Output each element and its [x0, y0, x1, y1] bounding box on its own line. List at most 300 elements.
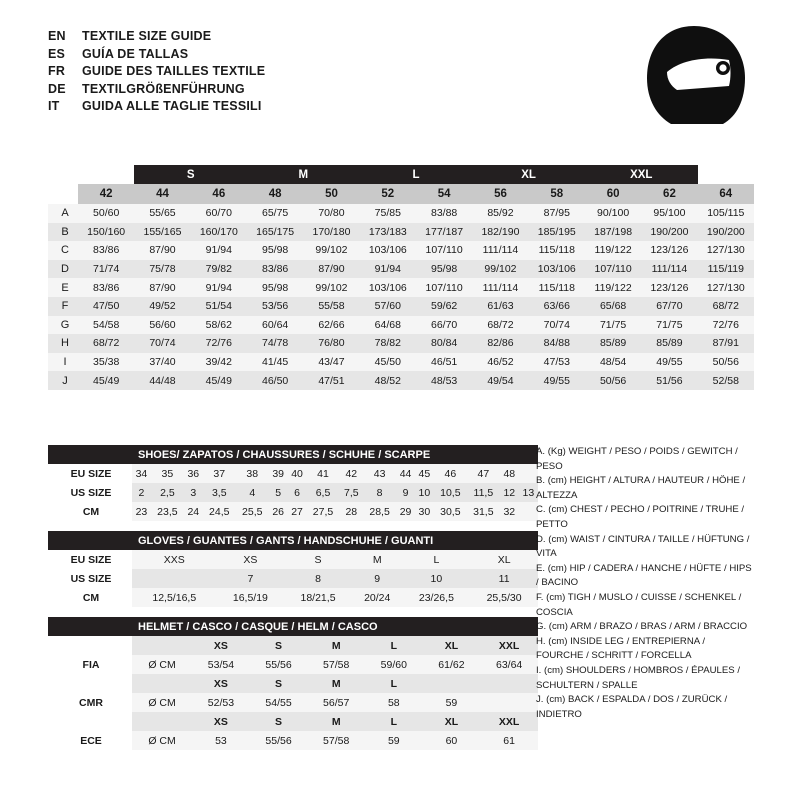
cell: 11,5	[467, 483, 500, 502]
cell: 40	[288, 464, 307, 483]
helmet-title: HELMET / CASCO / CASQUE / HELM / CASCO	[132, 617, 538, 636]
cell: 61	[480, 731, 538, 750]
cell: 8	[284, 569, 352, 588]
cell: 165/175	[247, 223, 303, 242]
cell: 80/84	[416, 334, 472, 353]
table-row	[48, 241, 754, 260]
cell: 48	[500, 464, 519, 483]
header-lang-it: IT	[48, 99, 60, 113]
gloves-title-row	[48, 531, 538, 550]
cell: 6,5	[306, 483, 339, 502]
cell: 187/198	[585, 223, 641, 242]
main-size-table	[48, 165, 754, 390]
cell: 70/74	[134, 334, 190, 353]
cell: 28,5	[363, 502, 396, 521]
table-row	[48, 278, 754, 297]
cell: 49/52	[134, 297, 190, 316]
cell: 103/106	[360, 241, 416, 260]
size-row-spacer	[48, 184, 78, 204]
cell: 48/53	[416, 371, 472, 390]
size-cell: 50	[303, 184, 359, 204]
cell: 74/78	[247, 334, 303, 353]
cell: 95/98	[247, 241, 303, 260]
cell: 45/49	[78, 371, 134, 390]
cell: 51/56	[641, 371, 697, 390]
cell: 48/52	[360, 371, 416, 390]
header-text-es: GUÍA DE TALLAS	[82, 46, 189, 61]
cell: 85/92	[472, 204, 528, 223]
cell: 91/94	[191, 241, 247, 260]
header-cell: XXL	[480, 712, 538, 731]
size-cell: 54	[416, 184, 472, 204]
cell: 59	[365, 731, 423, 750]
cell: 65/68	[585, 297, 641, 316]
cell: 53	[192, 731, 250, 750]
cell: 16,5/19	[217, 588, 285, 607]
cell: 61/62	[423, 655, 481, 674]
header-cell: M	[307, 712, 365, 731]
cell: 25,5/30	[470, 588, 538, 607]
cell: 85/89	[641, 334, 697, 353]
cell: 37/40	[134, 353, 190, 372]
header-text-it: GUIDA ALLE TAGLIE TESSILI	[82, 99, 262, 113]
cell: 75/85	[360, 204, 416, 223]
size-cell: 62	[641, 184, 697, 204]
cell: 103/106	[529, 260, 585, 279]
cell: 173/183	[360, 223, 416, 242]
cell: 70/80	[303, 204, 359, 223]
header-text-de: TEXTILGRÖßENFÜHRUNG	[82, 81, 245, 96]
cell: 91/94	[360, 260, 416, 279]
row-label: FIA	[82, 658, 100, 671]
page-title	[48, 28, 478, 116]
cell: 39	[269, 464, 288, 483]
measurement-legend	[536, 445, 754, 722]
cell: 52/53	[192, 693, 250, 712]
cell: 7,5	[340, 483, 364, 502]
cell: 27	[288, 502, 307, 521]
cell: 85/89	[585, 334, 641, 353]
table-row	[48, 464, 538, 483]
size-cell: 48	[247, 184, 303, 204]
cell: 24	[184, 502, 203, 521]
cell: 47/50	[78, 297, 134, 316]
cell: XXS	[132, 550, 217, 569]
cell: 20/24	[352, 588, 403, 607]
header-spacer	[48, 712, 132, 731]
cell: 99/102	[303, 278, 359, 297]
lower-left-tables	[48, 445, 538, 750]
cell: 3	[184, 483, 203, 502]
cell: 83/86	[78, 241, 134, 260]
helmet-header-row-2	[48, 712, 538, 731]
table-row-fia	[48, 655, 538, 674]
header-cell: L	[365, 674, 423, 693]
header-unit-spacer	[132, 674, 192, 693]
header-text-en: TEXTILE SIZE GUIDE	[82, 29, 212, 43]
cell: 55/65	[134, 204, 190, 223]
cell: 28	[340, 502, 364, 521]
cell: 56/57	[307, 693, 365, 712]
cell: 123/126	[641, 278, 697, 297]
table-row	[48, 334, 754, 353]
shoes-title-row	[48, 445, 538, 464]
cell: 58	[365, 693, 423, 712]
cell: 58/62	[191, 316, 247, 335]
cell: 24,5	[203, 502, 236, 521]
cell: 83/86	[78, 278, 134, 297]
cell: 107/110	[416, 278, 472, 297]
cell: 105/115	[698, 204, 754, 223]
cell: 8	[363, 483, 396, 502]
header-cell: XXL	[480, 636, 538, 655]
cell: 50/56	[698, 353, 754, 372]
cell: 70/74	[529, 316, 585, 335]
cell: 177/187	[416, 223, 472, 242]
legend-item: H. (cm) INSIDE LEG / ENTREPIERNA / FOURCHE / SCHRITT / FORCELLA	[536, 635, 705, 662]
size-cell: 56	[472, 184, 528, 204]
helmet-table	[48, 617, 538, 750]
cell: 35	[151, 464, 184, 483]
cell: 71/75	[641, 316, 697, 335]
shoes-title: SHOES/ ZAPATOS / CHAUSSURES / SCHUHE / SCARPE	[132, 445, 538, 464]
shoes-title-spacer	[48, 445, 132, 464]
cell: 190/200	[641, 223, 697, 242]
cell: 63/66	[529, 297, 585, 316]
cell: 111/114	[641, 260, 697, 279]
table-row	[48, 502, 538, 521]
legend-item: A. (Kg) WEIGHT / PESO / POIDS / GEWITCH / PESO	[536, 446, 738, 472]
table-row	[48, 204, 754, 223]
size-cell: 46	[191, 184, 247, 204]
cell: 115/118	[529, 241, 585, 260]
cell: 27,5	[306, 502, 339, 521]
cell: 55/58	[303, 297, 359, 316]
cell: 37	[203, 464, 236, 483]
table-size-row	[48, 184, 754, 204]
header-cell: S	[250, 712, 308, 731]
cell: 31,5	[467, 502, 500, 521]
cell: 91/94	[191, 278, 247, 297]
group-xxl: XXL	[585, 165, 698, 184]
cell: 45	[415, 464, 434, 483]
cell: 60	[423, 731, 481, 750]
cell: 60/70	[191, 204, 247, 223]
cell: 41	[306, 464, 339, 483]
shoes-table	[48, 445, 538, 521]
cell: 35/38	[78, 353, 134, 372]
cell: 50/56	[585, 371, 641, 390]
cell: 79/82	[191, 260, 247, 279]
cell: 127/130	[698, 278, 754, 297]
size-cell: 44	[134, 184, 190, 204]
cell: 99/102	[472, 260, 528, 279]
cell: 182/190	[472, 223, 528, 242]
row-label: CM	[82, 505, 100, 518]
cell: 46/51	[416, 353, 472, 372]
cell: 39/42	[191, 353, 247, 372]
cell: 60/64	[247, 316, 303, 335]
cell: 65/75	[247, 204, 303, 223]
cell: 78/82	[360, 334, 416, 353]
cell: 57/58	[307, 731, 365, 750]
cell: 34	[132, 464, 151, 483]
row-label: D	[48, 260, 78, 279]
cell: 155/165	[134, 223, 190, 242]
cell: 66/70	[416, 316, 472, 335]
legend-item: D. (cm) WAIST / CINTURA / TAILLE / HÜFTUNG / VITA	[536, 533, 750, 560]
size-cell: 52	[360, 184, 416, 204]
table-row	[48, 316, 754, 335]
group-l: L	[360, 165, 473, 184]
cell: 47	[467, 464, 500, 483]
gloves-title: GLOVES / GUANTES / GANTS / HANDSCHUHE / GUANTI	[132, 531, 538, 550]
cell: 46	[434, 464, 467, 483]
cell: 103/106	[360, 278, 416, 297]
row-label: CMR	[79, 696, 103, 709]
row-label: C	[48, 241, 78, 260]
cell: 30	[415, 502, 434, 521]
cell: 63/64	[480, 655, 538, 674]
cell: 36	[184, 464, 203, 483]
table-row	[48, 371, 754, 390]
header-line	[48, 63, 478, 81]
legend-item: G. (cm) ARM / BRAZO / BRAS / ARM / BRACCIO	[536, 621, 748, 633]
cell: 25,5	[236, 502, 269, 521]
header-cell: L	[365, 712, 423, 731]
header-lang-fr: FR	[48, 64, 66, 78]
spacer	[48, 521, 538, 531]
cell: 43	[363, 464, 396, 483]
cell: 10	[403, 569, 471, 588]
header-spacer	[48, 636, 132, 655]
cell: M	[352, 550, 403, 569]
row-label: G	[48, 316, 78, 335]
cell: 107/110	[585, 260, 641, 279]
header-spacer	[48, 674, 132, 693]
cell: 53/56	[247, 297, 303, 316]
table-row	[48, 550, 538, 569]
row-label: J	[48, 371, 78, 390]
header-line	[48, 28, 478, 46]
cell	[132, 569, 217, 588]
cell: 49/54	[472, 371, 528, 390]
cell: 44/48	[134, 371, 190, 390]
row-label: F	[48, 297, 78, 316]
row-label: EU SIZE	[70, 467, 112, 480]
cell: 42	[340, 464, 364, 483]
cell: 51/54	[191, 297, 247, 316]
cell: 43/47	[303, 353, 359, 372]
cell: 119/122	[585, 241, 641, 260]
unit-cell: Ø CM	[132, 655, 192, 674]
row-label: E	[48, 278, 78, 297]
header-cell: XS	[192, 674, 250, 693]
cell: 29	[396, 502, 415, 521]
row-label: US SIZE	[70, 572, 112, 585]
row-label: EU SIZE	[70, 553, 112, 566]
spacer	[48, 607, 538, 617]
cell: 68/72	[472, 316, 528, 335]
cell: 87/95	[529, 204, 585, 223]
cell: 84/88	[529, 334, 585, 353]
cell: 95/98	[416, 260, 472, 279]
cell: 59	[423, 693, 481, 712]
cell: 95/98	[247, 278, 303, 297]
cell: 150/160	[78, 223, 134, 242]
legend-item: B. (cm) HEIGHT / ALTURA / HAUTEUR / HÖHE / ALTEZZA	[536, 475, 746, 501]
cell: 170/180	[303, 223, 359, 242]
cell: 56/60	[134, 316, 190, 335]
table-row	[48, 297, 754, 316]
legend-item: C. (cm) CHEST / PECHO / POITRINE / TRUHE / PETTO	[536, 504, 745, 530]
cell: 49/55	[641, 353, 697, 372]
cell: 12,5/16,5	[132, 588, 217, 607]
group-xl: XL	[472, 165, 585, 184]
cell: 62/66	[303, 316, 359, 335]
helmet-icon	[637, 20, 752, 135]
header-lang-en: EN	[48, 29, 66, 43]
cell: 119/122	[585, 278, 641, 297]
table-group-row	[48, 165, 754, 184]
header-cell: S	[250, 636, 308, 655]
cell: 54/58	[78, 316, 134, 335]
cell: 55/56	[250, 655, 308, 674]
cell: 72/76	[191, 334, 247, 353]
cell: 87/90	[303, 260, 359, 279]
cell: 68/72	[698, 297, 754, 316]
cell: 68/72	[78, 334, 134, 353]
cell: 13	[519, 483, 538, 502]
group-spacer	[48, 165, 78, 184]
cell: 99/102	[303, 241, 359, 260]
cell: 48/54	[585, 353, 641, 372]
cell	[480, 693, 538, 712]
cell: 83/86	[247, 260, 303, 279]
cell: 160/170	[191, 223, 247, 242]
cell: 82/86	[472, 334, 528, 353]
group-m: M	[247, 165, 360, 184]
cell: 23	[132, 502, 151, 521]
cell: 41/45	[247, 353, 303, 372]
table-row	[48, 223, 754, 242]
cell: 46/50	[247, 371, 303, 390]
legend-item: J. (cm) BACK / ESPALDA / DOS / ZURÜCK / INDIETRO	[536, 694, 728, 720]
cell: 53/54	[192, 655, 250, 674]
cell: 57/58	[307, 655, 365, 674]
cell: 47/51	[303, 371, 359, 390]
header-line	[48, 98, 478, 116]
cell: 87/91	[698, 334, 754, 353]
cell: 10	[415, 483, 434, 502]
cell: 87/90	[134, 278, 190, 297]
cell: 10,5	[434, 483, 467, 502]
cell: 55/56	[250, 731, 308, 750]
table-row	[48, 569, 538, 588]
cell: 95/100	[641, 204, 697, 223]
header-unit-spacer	[132, 636, 192, 655]
legend-item: I. (cm) SHOULDERS / HOMBROS / ÉPAULES / SCHULTERN / SPALLE	[536, 664, 740, 691]
cell: 59/62	[416, 297, 472, 316]
cell: XL	[470, 550, 538, 569]
cell: 23,5	[151, 502, 184, 521]
cell: 67/70	[641, 297, 697, 316]
header-cell: XL	[423, 712, 481, 731]
cell: 46/52	[472, 353, 528, 372]
cell: 75/78	[134, 260, 190, 279]
cell: 30,5	[434, 502, 467, 521]
cell: 47/53	[529, 353, 585, 372]
header-cell: XS	[192, 712, 250, 731]
legend-item: F. (cm) TIGH / MUSLO / CUISSE / SCHENKEL / COSCIA	[536, 591, 742, 618]
gloves-table	[48, 531, 538, 607]
cell: 45/50	[360, 353, 416, 372]
cell: 190/200	[698, 223, 754, 242]
cell: 111/114	[472, 241, 528, 260]
header-cell: L	[365, 636, 423, 655]
helmet-header-row-1	[48, 636, 538, 655]
cell: 64/68	[360, 316, 416, 335]
header-cell: XS	[192, 636, 250, 655]
size-cell: 58	[529, 184, 585, 204]
cell: 83/88	[416, 204, 472, 223]
cell: 12	[500, 483, 519, 502]
helmet-title-row	[48, 617, 538, 636]
cell: 5	[269, 483, 288, 502]
cell: XS	[217, 550, 285, 569]
cell: 71/74	[78, 260, 134, 279]
cell: 3,5	[203, 483, 236, 502]
header-line	[48, 46, 478, 64]
header-text-fr: GUIDE DES TAILLES TEXTILE	[82, 64, 266, 78]
row-label: I	[48, 353, 78, 372]
cell: 54/55	[250, 693, 308, 712]
legend-item: E. (cm) HIP / CADERA / HANCHE / HÜFTE / HIPS / BACINO	[536, 562, 752, 589]
cell: 87/90	[134, 241, 190, 260]
header-cell: S	[250, 674, 308, 693]
cell: 57/60	[360, 297, 416, 316]
unit-cell: Ø CM	[132, 693, 192, 712]
table-row	[48, 353, 754, 372]
header-cell	[423, 674, 481, 693]
cell: 185/195	[529, 223, 585, 242]
table-row	[48, 588, 538, 607]
cell: 45/49	[191, 371, 247, 390]
cell: 2,5	[151, 483, 184, 502]
group-s: S	[134, 165, 247, 184]
cell: 61/63	[472, 297, 528, 316]
header-cell	[480, 674, 538, 693]
cell: 107/110	[416, 241, 472, 260]
unit-cell: Ø CM	[132, 731, 192, 750]
cell: 115/119	[698, 260, 754, 279]
header-cell: M	[307, 674, 365, 693]
size-cell: 60	[585, 184, 641, 204]
cell: 7	[217, 569, 285, 588]
group-empty-left	[78, 165, 134, 184]
cell: 59/60	[365, 655, 423, 674]
header-unit-spacer	[132, 712, 192, 731]
cell: 18/21,5	[284, 588, 352, 607]
row-label: A	[48, 204, 78, 223]
cell: 9	[396, 483, 415, 502]
table-row	[48, 483, 538, 502]
table-row-cmr	[48, 693, 538, 712]
cell: 32	[500, 502, 519, 521]
cell: 9	[352, 569, 403, 588]
row-label: CM	[82, 591, 100, 604]
row-label: B	[48, 223, 78, 242]
